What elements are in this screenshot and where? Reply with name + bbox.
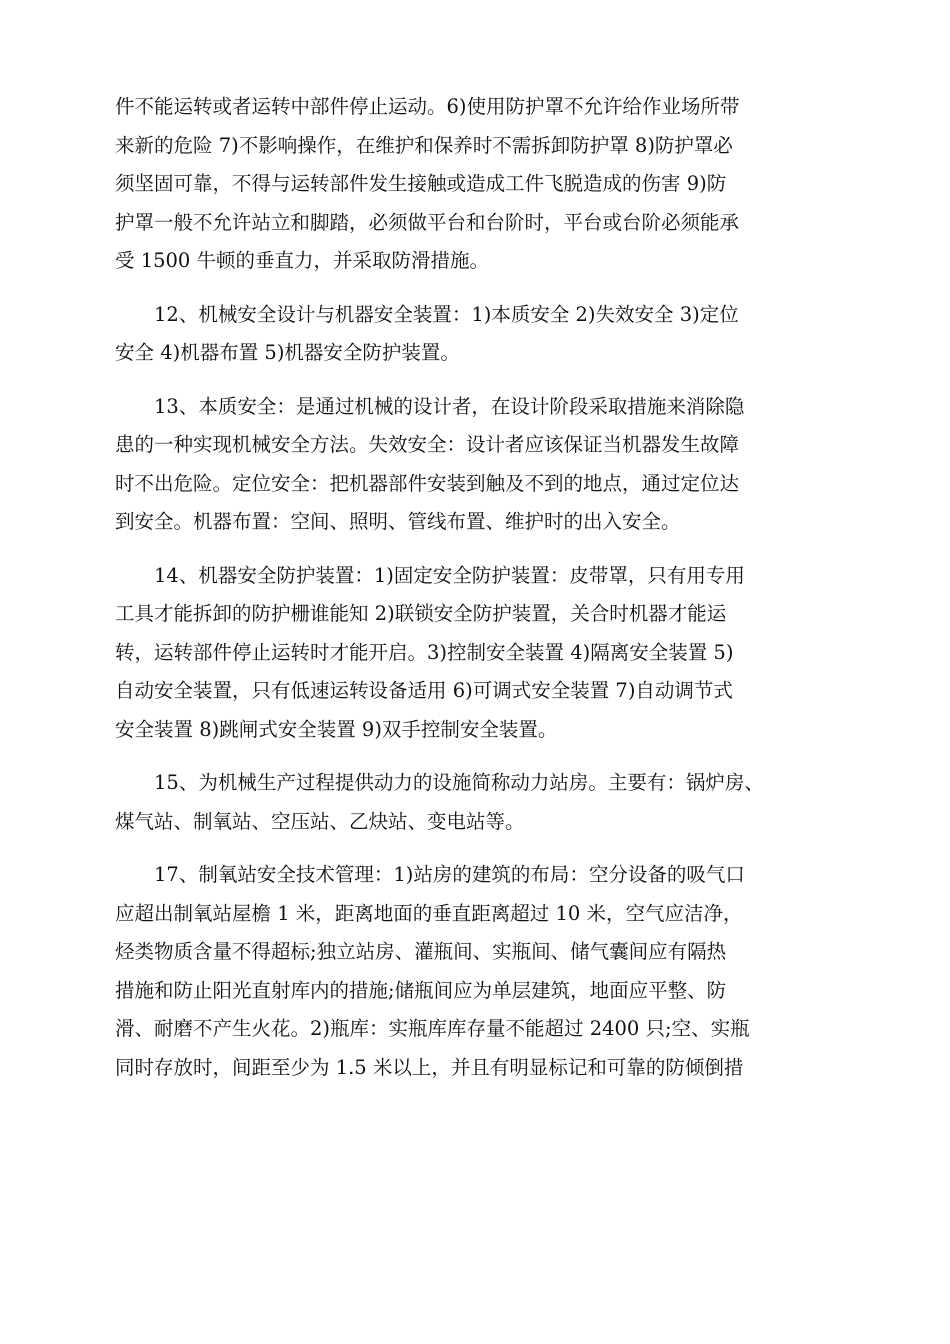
text-line: 应超出制氧站屋檐 1 米，距离地面的垂直距离超过 10 米，空气应洁净，	[115, 901, 743, 925]
text-line: 烃类物质含量不得超标;独立站房、灌瓶间、实瓶间、储气囊间应有隔热	[115, 940, 727, 963]
paragraph-13	[115, 388, 850, 542]
document-page	[115, 88, 850, 1102]
text-line: 12、机械安全设计与机器安全装置：1)本质安全 2)失效安全 3)定位	[154, 302, 739, 326]
text-line: 14、机器安全防护装置：1)固定安全防护装置：皮带罩，只有用专用	[154, 563, 745, 587]
text-line: 到安全。机器布置：空间、照明、管线布置、维护时的出入安全。	[115, 510, 681, 533]
paragraph-15	[115, 764, 850, 841]
text-line: 措施和防止阳光直射库内的措施;储瓶间应为单层建筑，地面应平整、防	[115, 978, 727, 1002]
text-line: 13、本质安全：是通过机械的设计者，在设计阶段采取措施来消除隐	[154, 394, 745, 418]
text-line: 自动安全装置，只有低速运转设备适用 6)可调式安全装置 7)自动调节式	[115, 679, 733, 702]
text-line: 17、制氧站安全技术管理：1)站房的建筑的布局：空分设备的吸气口	[154, 863, 745, 886]
text-line: 护罩一般不允许站立和脚踏，必须做平台和台阶时，平台或台阶必须能承	[115, 210, 740, 234]
text-line: 时不出危险。定位安全：把机器部件安装到触及不到的地点，通过定位达	[115, 471, 740, 495]
text-line: 须坚固可靠，不得与运转部件发生接触或造成工件飞脱造成的伤害 9)防	[115, 172, 727, 195]
paragraph-12	[115, 296, 850, 373]
text-line: 患的一种实现机械安全方法。失效安全：设计者应该保证当机器发生故障	[115, 433, 740, 456]
paragraph-14	[115, 557, 850, 750]
text-line: 工具才能拆卸的防护栅谁能知 2)联锁安全防护装置，关合时机器才能运	[115, 602, 727, 625]
text-line: 转，运转部件停止运转时才能开启。3)控制安全装置 4)隔离安全装置 5)	[115, 640, 734, 664]
text-line: 来新的危险 7)不影响操作，在维护和保养时不需拆卸防护罩 8)防护罩必	[115, 133, 733, 157]
text-line: 安全装置 8)跳闸式安全装置 9)双手控制安全装置。	[115, 717, 558, 741]
paragraph-17	[115, 856, 850, 1087]
text-line: 滑、耐磨不产生火花。2)瓶库：实瓶库库存量不能超过 2400 只;空、实瓶	[115, 1017, 750, 1040]
text-line: 同时存放时，间距至少为 1.5 米以上，并且有明显标记和可靠的防倾倒措	[115, 1055, 744, 1079]
text-line: 煤气站、制氧站、空压站、乙炔站、变电站等。	[115, 809, 525, 833]
text-line: 15、为机械生产过程提供动力的设施简称动力站房。主要有：锅炉房、	[154, 771, 764, 794]
text-line: 受 1500 牛顿的垂直力，并采取防滑措施。	[115, 249, 490, 272]
text-line: 件不能运转或者运转中部件停止运动。6)使用防护罩不允许给作业场所带	[115, 95, 740, 118]
paragraph-continued	[115, 88, 850, 281]
text-line: 安全 4)机器布置 5)机器安全防护装置。	[115, 341, 460, 364]
